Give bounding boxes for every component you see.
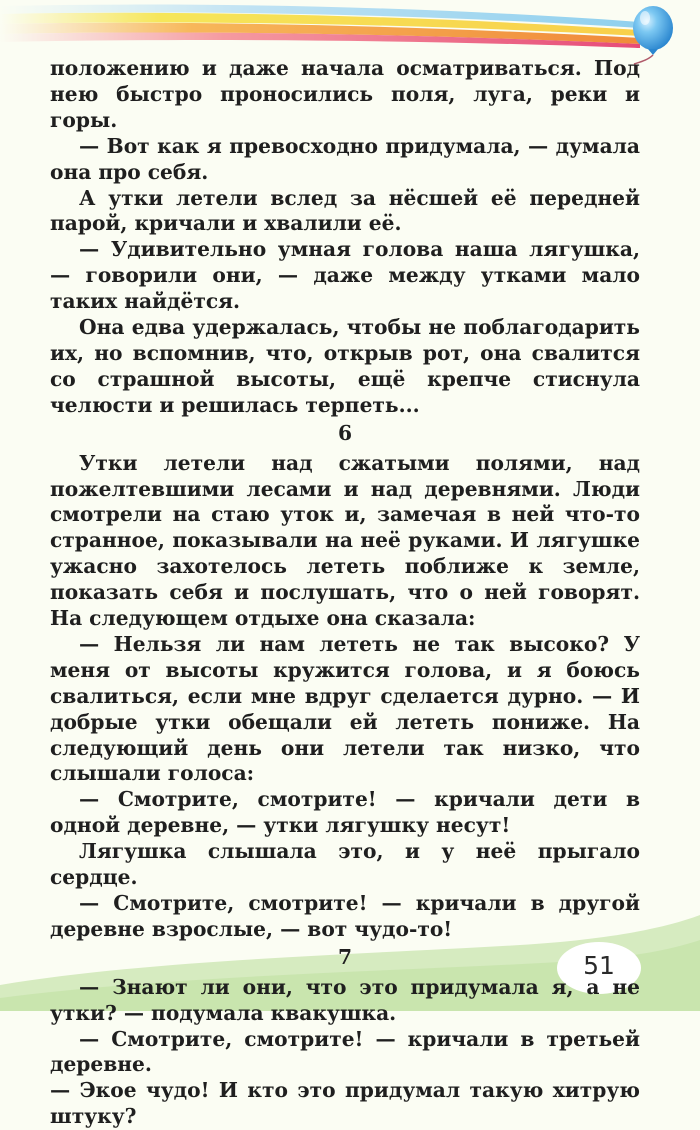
paragraph: — Вот как я превосходно придумала, — думала она про себя.	[50, 133, 640, 184]
story-text	[50, 56, 640, 1130]
paragraph: А утки летели вслед за нёсшей её передней парой, кричали и хвалили её.	[50, 185, 640, 236]
paragraph: — Экое чудо! И кто это придумал такую хитрую штуку?	[50, 1078, 640, 1129]
paragraph: Лягушка слышала это, и у неё прыгало сердце.	[50, 839, 640, 890]
paragraph: — Удивительно умная голова наша лягушка, — говорили они, — даже между утками мало таких найдётся.	[50, 237, 640, 314]
page-number: 51	[583, 951, 615, 980]
paragraph: — Смотрите, смотрите! — кричали в третьей деревне.	[50, 1026, 640, 1077]
paragraph-continued: положению и даже начала осматриваться. Под нею быстро проносились поля, луга, реки и горы.	[50, 56, 640, 132]
chapter-number-6: 6	[337, 420, 353, 445]
chapter-number-7: 7	[337, 944, 353, 969]
paragraph: — Знают ли они, что это придумала я, а не утки? — подумала квакушка.	[50, 974, 640, 1025]
paragraph: — Смотрите, смотрите! — кричали в другой деревне взрослые, — вот чудо-то!	[50, 891, 640, 941]
paragraph: Утки летели над сжатыми полями, над пожелтевшими лесами и над деревнями. Люди смотрели на стаю уток и, замечая в ней что-то странное, показывали на неё руками. И лягушке ужасно захотелось лететь поближе к земле, показать себя и послушать, что о ней говорят. На следующем отдыхе она сказала:	[50, 450, 640, 631]
paragraph: — Смотрите, смотрите! — кричали дети в одной деревне, — утки лягушку несут!	[50, 787, 640, 838]
paragraph: — Нельзя ли нам лететь не так высоко? У меня от высоты кружится голова, и я боюсь свалиться, если мне вдруг сделается дурно. — И добрые утки обещали ей лететь пониже. На следующий день они летели так низко, что слышали голоса:	[50, 631, 640, 786]
paragraph: Она едва удержалась, чтобы не поблагодарить их, но вспомнив, что, открыв рот, она свалится со страшной высоты, ещё крепче стиснула челюсти и решилась терпеть...	[50, 315, 640, 417]
